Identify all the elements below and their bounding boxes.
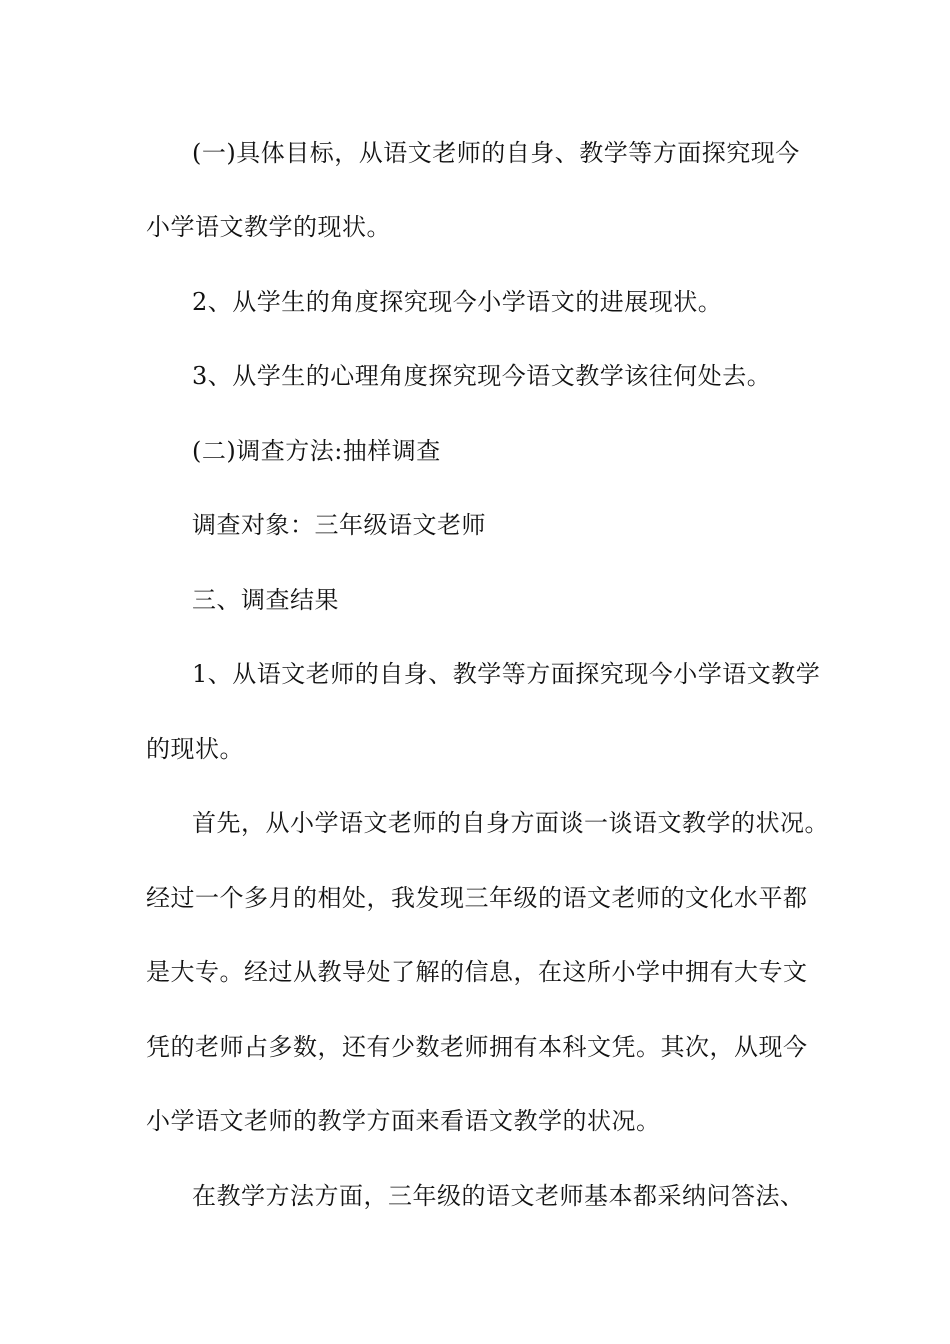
paragraph-line: 是大专。经过从教导处了解的信息，在这所小学中拥有大专文 xyxy=(146,958,808,986)
paragraph-line: 在教学方法方面，三年级的语文老师基本都采纳问答法、 xyxy=(192,1182,805,1210)
section-heading: 三、调查结果 xyxy=(192,586,339,614)
paragraph-line: 1、从语文老师的自身、教学等方面探究现今小学语文教学 xyxy=(192,660,821,688)
paragraph-line: 小学语文老师的教学方面来看语文教学的状况。 xyxy=(146,1107,661,1135)
paragraph-line: 3、从学生的心理角度探究现今语文教学该往何处去。 xyxy=(192,362,772,390)
paragraph-line: (一)具体目标，从语文老师的自身、教学等方面探究现今 xyxy=(192,139,800,167)
paragraph-line: 凭的老师占多数，还有少数老师拥有本科文凭。其次，从现今 xyxy=(146,1033,808,1061)
paragraph-line: 经过一个多月的相处，我发现三年级的语文老师的文化水平都 xyxy=(146,884,808,912)
paragraph-line: 2、从学生的角度探究现今小学语文的进展现状。 xyxy=(192,288,723,316)
paragraph-line: (二)调查方法:抽样调查 xyxy=(192,437,441,465)
paragraph-line: 首先，从小学语文老师的自身方面谈一谈语文教学的状况。 xyxy=(192,809,829,837)
paragraph-line: 调查对象：三年级语文老师 xyxy=(192,511,486,539)
paragraph-line: 小学语文教学的现状。 xyxy=(146,213,391,241)
paragraph-line: 的现状。 xyxy=(146,735,244,763)
